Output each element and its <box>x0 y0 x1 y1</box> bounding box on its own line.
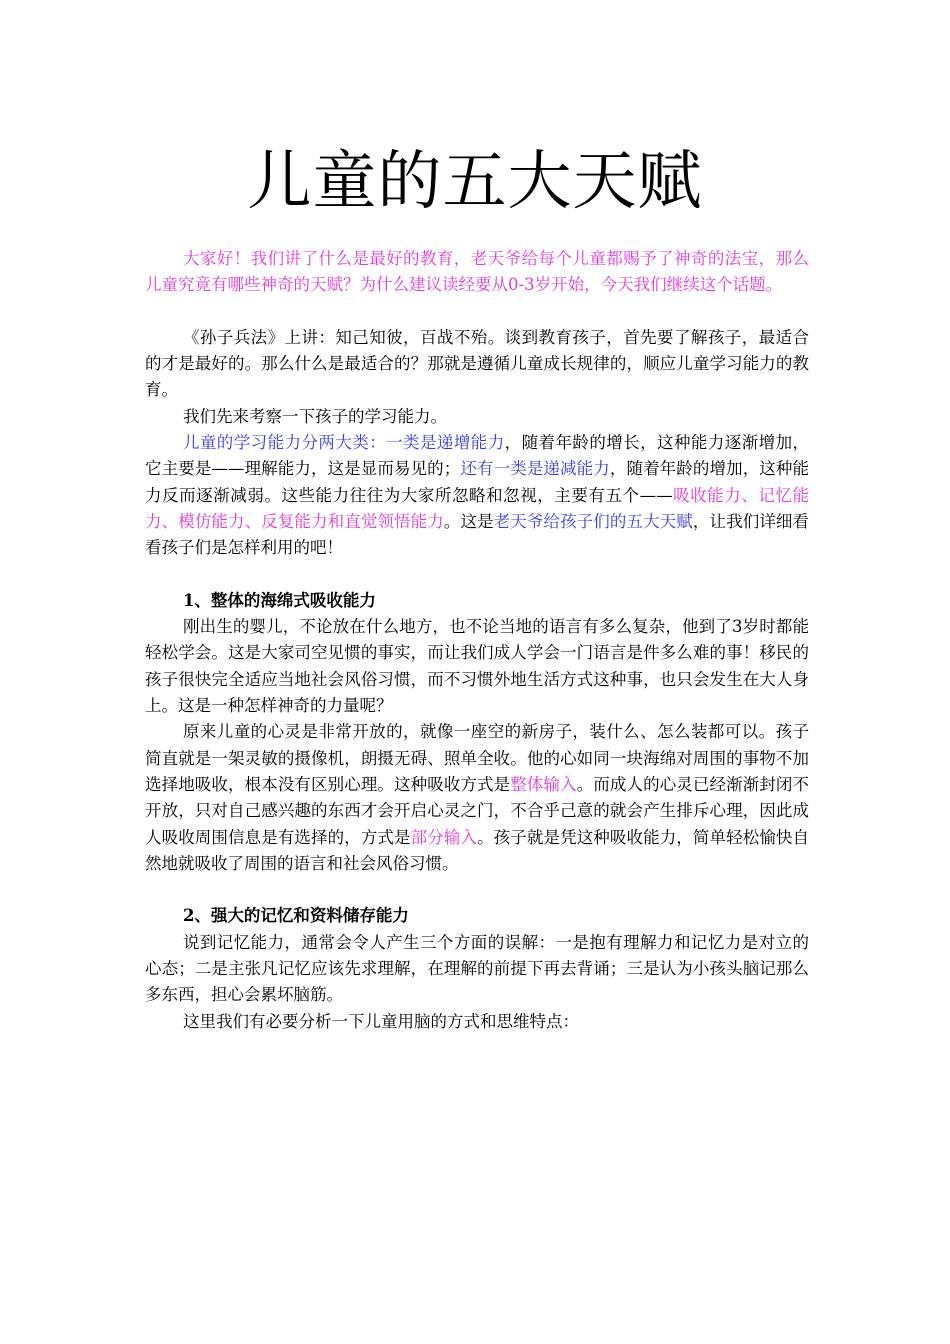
highlight-increasing-ability: 儿童的学习能力分两大类：一类是递增能力 <box>182 433 505 453</box>
highlight-decreasing-ability: 还有一类是递减能力 <box>460 459 610 479</box>
text-segment: 。这是 <box>443 511 494 531</box>
text-segment: 。而成人的心灵已经渐渐封闭不开放，只对自己感兴趣的东西才会开启心灵之门，不合乎己意的就会产生排斥心理，因此成人吸收周围信息是有选择的，方式是 <box>145 774 810 847</box>
document-body <box>145 246 809 1035</box>
blank-line <box>145 877 809 903</box>
text-segment: ，随着年龄的增长，这种能力逐渐增加，它主要是——理解能力，这是显而易见的； <box>145 433 810 479</box>
paragraph-sunzi: 《孙子兵法》上讲：知己知彼，百战不殆。谈到教育孩子，首先要了解孩子，最适合的才是最好的。那么什么是最适合的？那就是遵循儿童成长规律的，顺应儿童学习能力的教育。 <box>145 327 809 400</box>
paragraph-brain-analysis: 这里我们有必要分析一下儿童用脑的方式和思维特点： <box>182 1011 579 1031</box>
highlight-whole-input: 整体输入 <box>510 774 577 794</box>
highlight-five-abilities: 吸收能力、记忆能力、模仿能力、反复能力和直觉领悟能力 <box>145 485 810 531</box>
paragraph-newborn: 刚出生的婴儿，不论放在什么地方，也不论当地的语言有多么复杂，他到了3岁时都能轻松学会。这是大家司空见惯的事实，而让我们成人学会一门语言是件多么难的事！移民的孩子很快完全适应当地社会风俗习惯，而不习惯外地生活方式这种事，也只会发生在大人身上。这是一种怎样神奇的力量呢？ <box>145 617 809 716</box>
intro-paragraph: 大家好！我们讲了什么是最好的教育，老天爷给每个儿童都赐予了神奇的法宝，那么儿童究竟有哪些神奇的天赋？为什么建议读经要从0-3岁开始，今天我们继续这个话题。 <box>145 249 809 295</box>
text-segment: ，随着年龄的增加，这种能力反而逐渐减弱。这些能力往往为大家所忽略和忽视，主要有五个—— <box>145 459 810 505</box>
paragraph-learning-ability: 我们先来考察一下孩子的学习能力。 <box>182 406 447 426</box>
blank-line <box>145 299 809 325</box>
highlight-partial-input: 部分输入 <box>410 827 478 847</box>
document-title: 儿童的五大天赋 <box>247 145 703 219</box>
section-heading-memory: 2、强大的记忆和资料储存能力 <box>182 906 409 926</box>
blank-line <box>145 562 809 588</box>
paragraph-memory-misunderstanding: 说到记忆能力，通常会令人产生三个方面的误解：一是抱有理解力和记忆力是对立的心态；二是主张凡记忆应该先求理解，在理解的前提下再去背诵；三是认为小孩头脑记那么多东西，担心会累坏脑筋。 <box>145 932 809 1005</box>
text-segment: 原来儿童的心灵是非常开放的，就像一座空的新房子，装什么、怎么装都可以。孩子简直就是一架灵敏的摄像机，朗摄无碍、照单全收。他的心如同一块海绵对周围的事物不加选择地吸收，根本没有区别心理。这种吸收方式是 <box>145 722 809 794</box>
text-segment: 。孩子就是凭这种吸收能力，简单轻松愉快自然地就吸收了周围的语言和社会风俗习惯。 <box>145 827 810 873</box>
paragraph-two-categories <box>145 430 809 561</box>
section-heading-absorption: 1、整体的海绵式吸收能力 <box>182 590 376 610</box>
paragraph-open-mind <box>145 719 809 877</box>
text-segment: ，让我们详细看看孩子们是怎样利用的吧！ <box>145 511 810 558</box>
highlight-five-talents: 老天爷给孩子们的五大天赋 <box>493 511 693 531</box>
